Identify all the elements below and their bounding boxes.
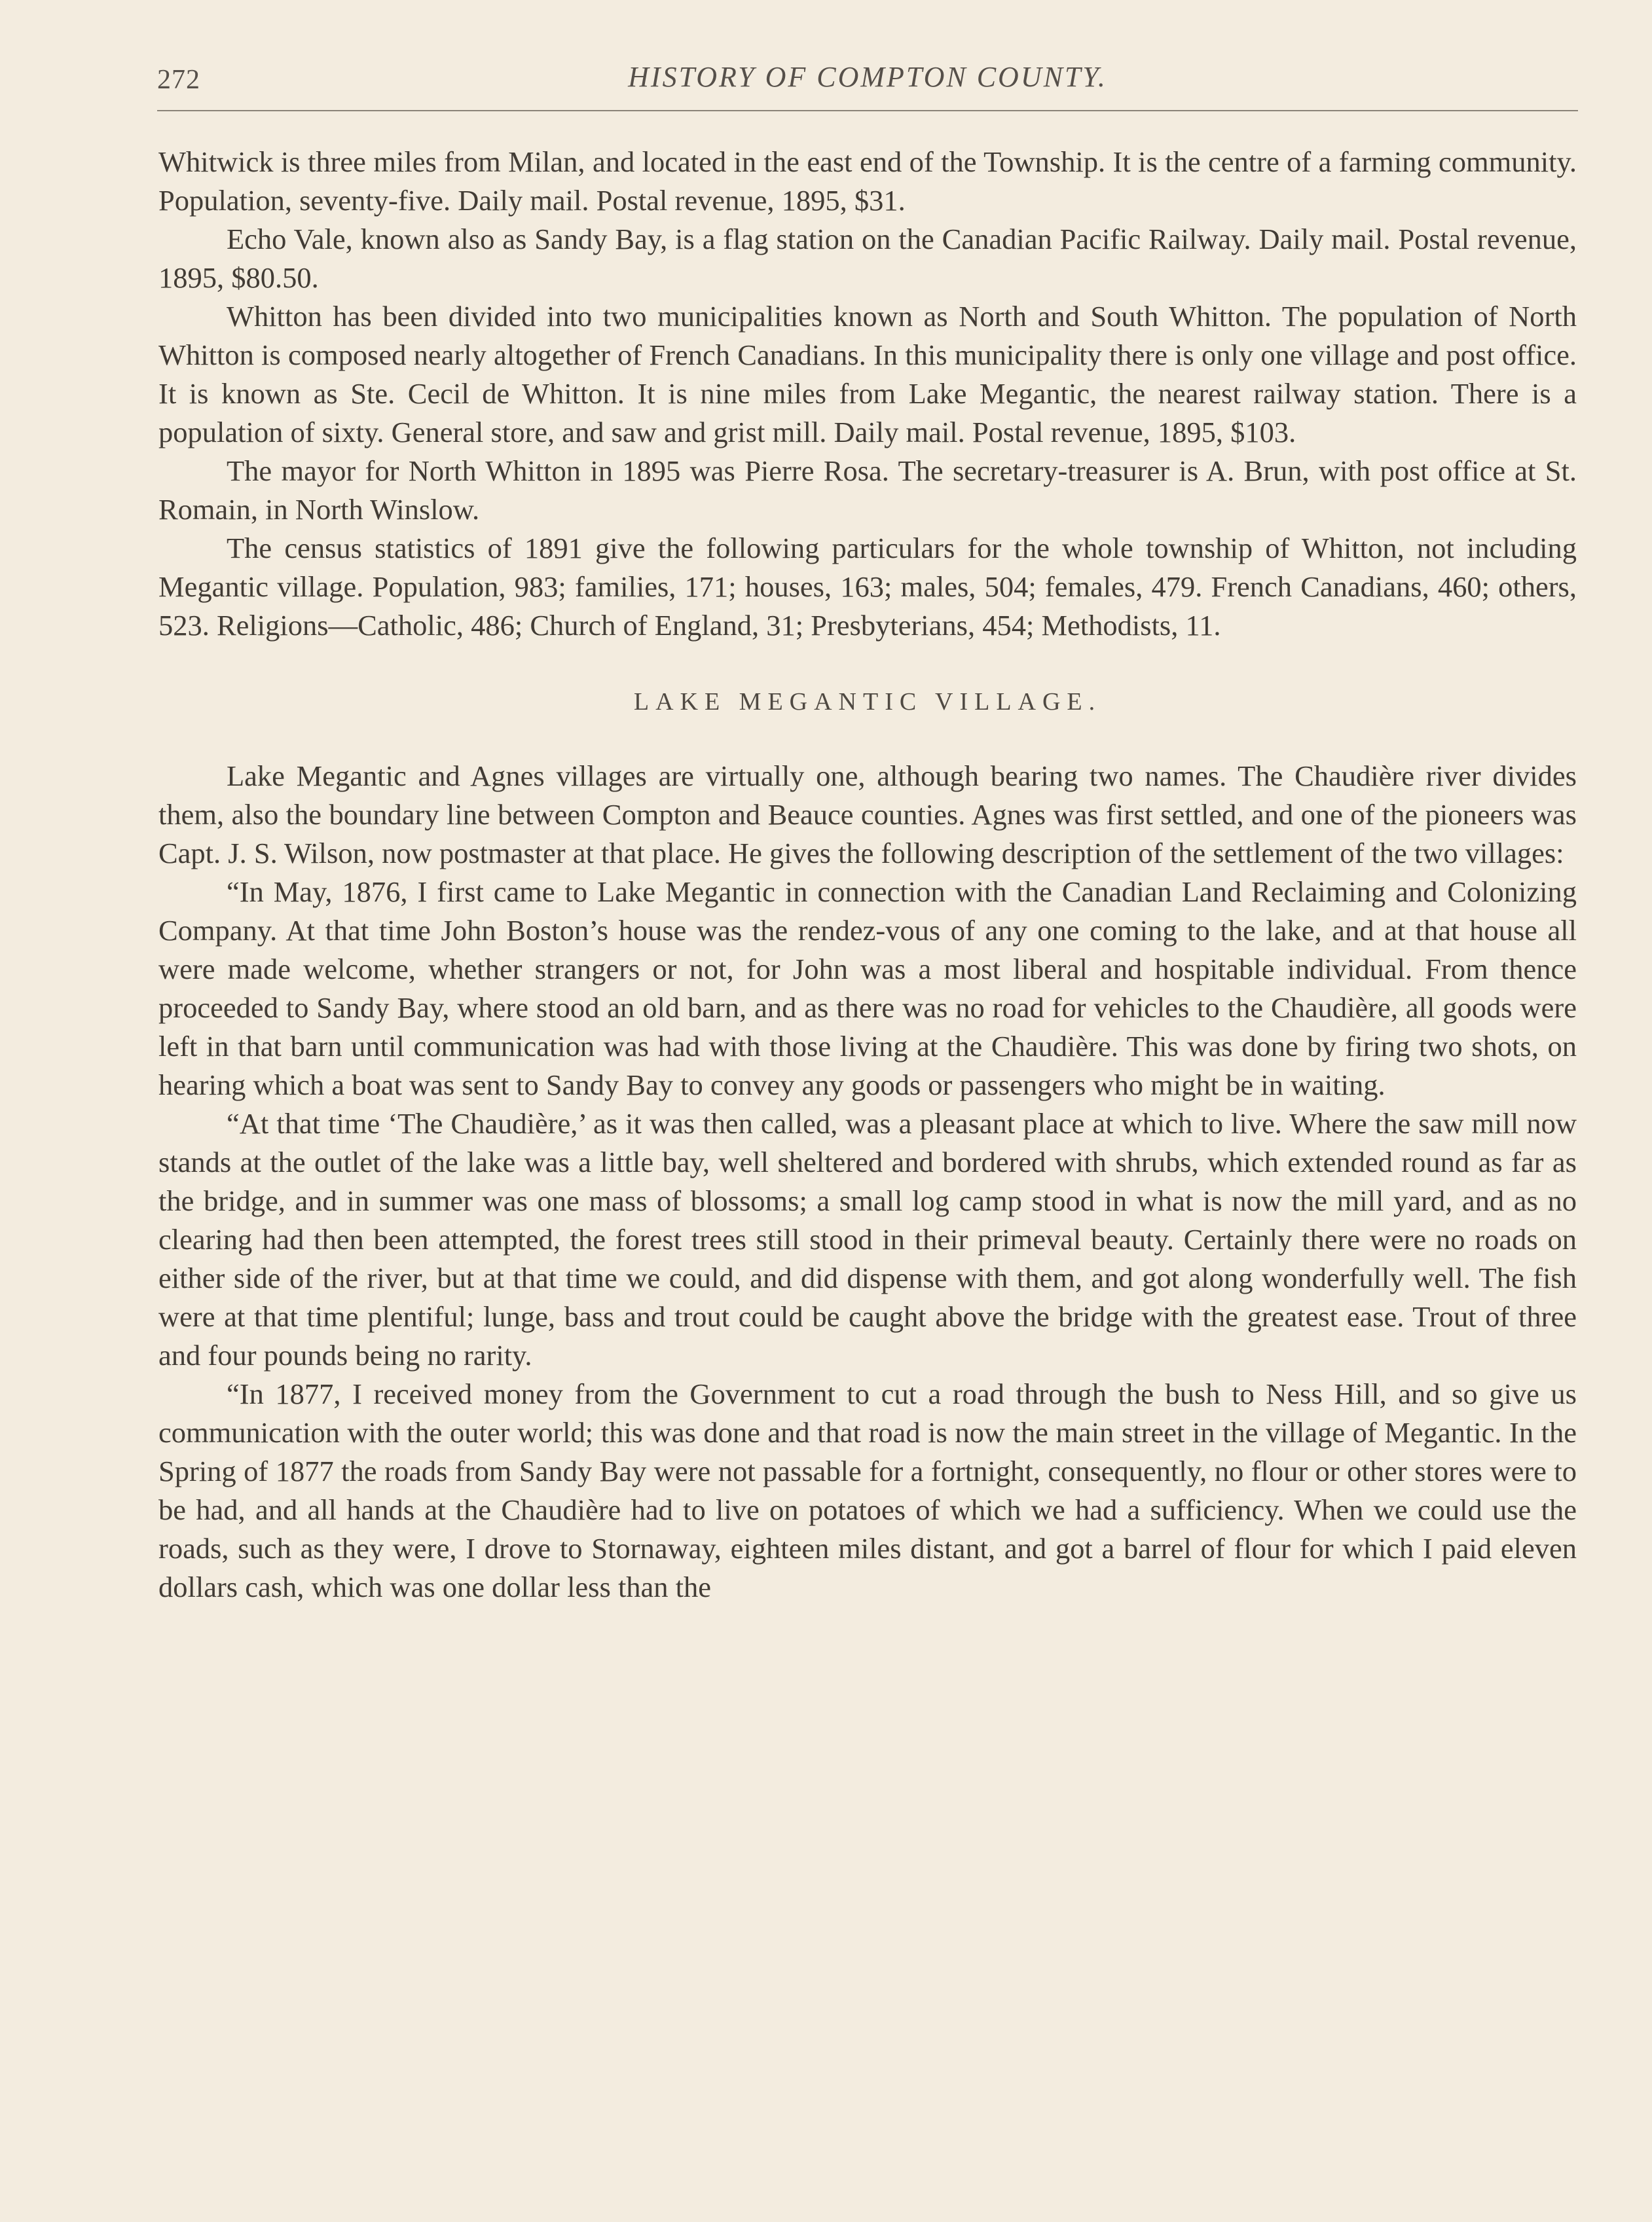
paragraph-whitton: Whitton has been divided into two municipalities known as North and South Whitton. The population of North Whitton is composed nearly altogether of French Canadians. In this municipality there is only one village and post office. It is known as Ste. Cecil de Whitton. It is nine miles from Lake Megantic, the nearest railway station. There is a population of sixty. General store, and saw and grist mill. Daily mail. Postal revenue, 1895, $103.	[158, 300, 1577, 448]
paragraph-mayor: The mayor for North Whitton in 1895 was Pierre Rosa. The secretary-treasurer is A. Brun, with post office at St. Romain, in North Winslow.	[158, 454, 1577, 526]
paragraph-lake-megantic: Lake Megantic and Agnes villages are virtually one, although bearing two names. The Chaudière river divides them, also the boundary line between Compton and Beauce counties. Agnes was first settled, and one of the pioneers was Capt. J. S. Wilson, now postmaster at that place. He gives the following description of the settlement of the two villages:	[158, 759, 1577, 869]
paragraph-census: The census statistics of 1891 give the following particulars for the whole township of Whitton, not including Megantic village. Population, 983; families, 171; houses, 163; males, 504; females, 479. French Canadians, 460; others, 523. Religions—Catholic, 486; Church of England, 31; Presbyterians, 454; Methodists, 11.	[158, 532, 1577, 642]
page-number: 272	[157, 65, 200, 95]
paragraph-echo-vale: Echo Vale, known also as Sandy Bay, is a flag station on the Canadian Pacific Railway. Daily mail. Postal revenue, 1895, $80.50.	[158, 223, 1577, 294]
page-header	[157, 60, 1578, 106]
running-title: HISTORY OF COMPTON COUNTY.	[628, 61, 1107, 93]
paragraph-whitwick: Whitwick is three miles from Milan, and located in the east end of the Township. It is the centre of a farming community. Population, seventy-five. Daily mail. Postal revenue, 1895, $31.	[158, 145, 1577, 217]
paragraph-chaudiere: “At that time ‘The Chaudière,’ as it was then called, was a pleasant place at which to live. Where the saw mill now stands at the outlet of the lake was a little bay, well sheltered and bordered with shrubs, which extended round as far as the bridge, and in summer was one mass of blossoms; a small log camp stood in what is now the mill yard, and as no clearing had then been attempted, the forest trees still stood in their primeval beauty. Certainly there were no roads on either side of the river, but at that time we could, and did dispense with them, and got along wonderfully well. The fish were at that time plentiful; lunge, bass and trout could be caught above the bridge with the greatest ease. Trout of three and four pounds being no rarity.	[158, 1107, 1577, 1372]
body-text	[158, 143, 1577, 1607]
header-rule	[157, 110, 1578, 111]
paragraph-1877: “In 1877, I received money from the Government to cut a road through the bush to Ness Hill, and so give us communication with the outer world; this was done and that road is now the main street in the village of Megantic. In the Spring of 1877 the roads from Sandy Bay were not passable for a fortnight, consequently, no flour or other stores were to be had, and all hands at the Chaudière had to live on potatoes of which we had a sufficiency. When we could use the roads, such as they were, I drove to Stornaway, eighteen miles distant, and got a barrel of flour for which I paid eleven dollars cash, which was one dollar less than the	[158, 1377, 1577, 1603]
paragraph-may-1876: “In May, 1876, I first came to Lake Megantic in connection with the Canadian Land Reclaiming and Colonizing Company. At that time John Boston’s house was the rendez-vous of any one coming to the lake, and at that house all were made welcome, whether strangers or not, for John was a most liberal and hospitable individual. From thence proceeded to Sandy Bay, where stood an old barn, and as there was no road for vehicles to the Chaudière, all goods were left in that barn until communication was had with those living at the Chaudière. This was done by firing two shots, on hearing which a boat was sent to Sandy Bay to convey any goods or passengers who might be in waiting.	[158, 875, 1577, 1101]
section-heading: LAKE MEGANTIC VILLAGE.	[633, 688, 1102, 716]
